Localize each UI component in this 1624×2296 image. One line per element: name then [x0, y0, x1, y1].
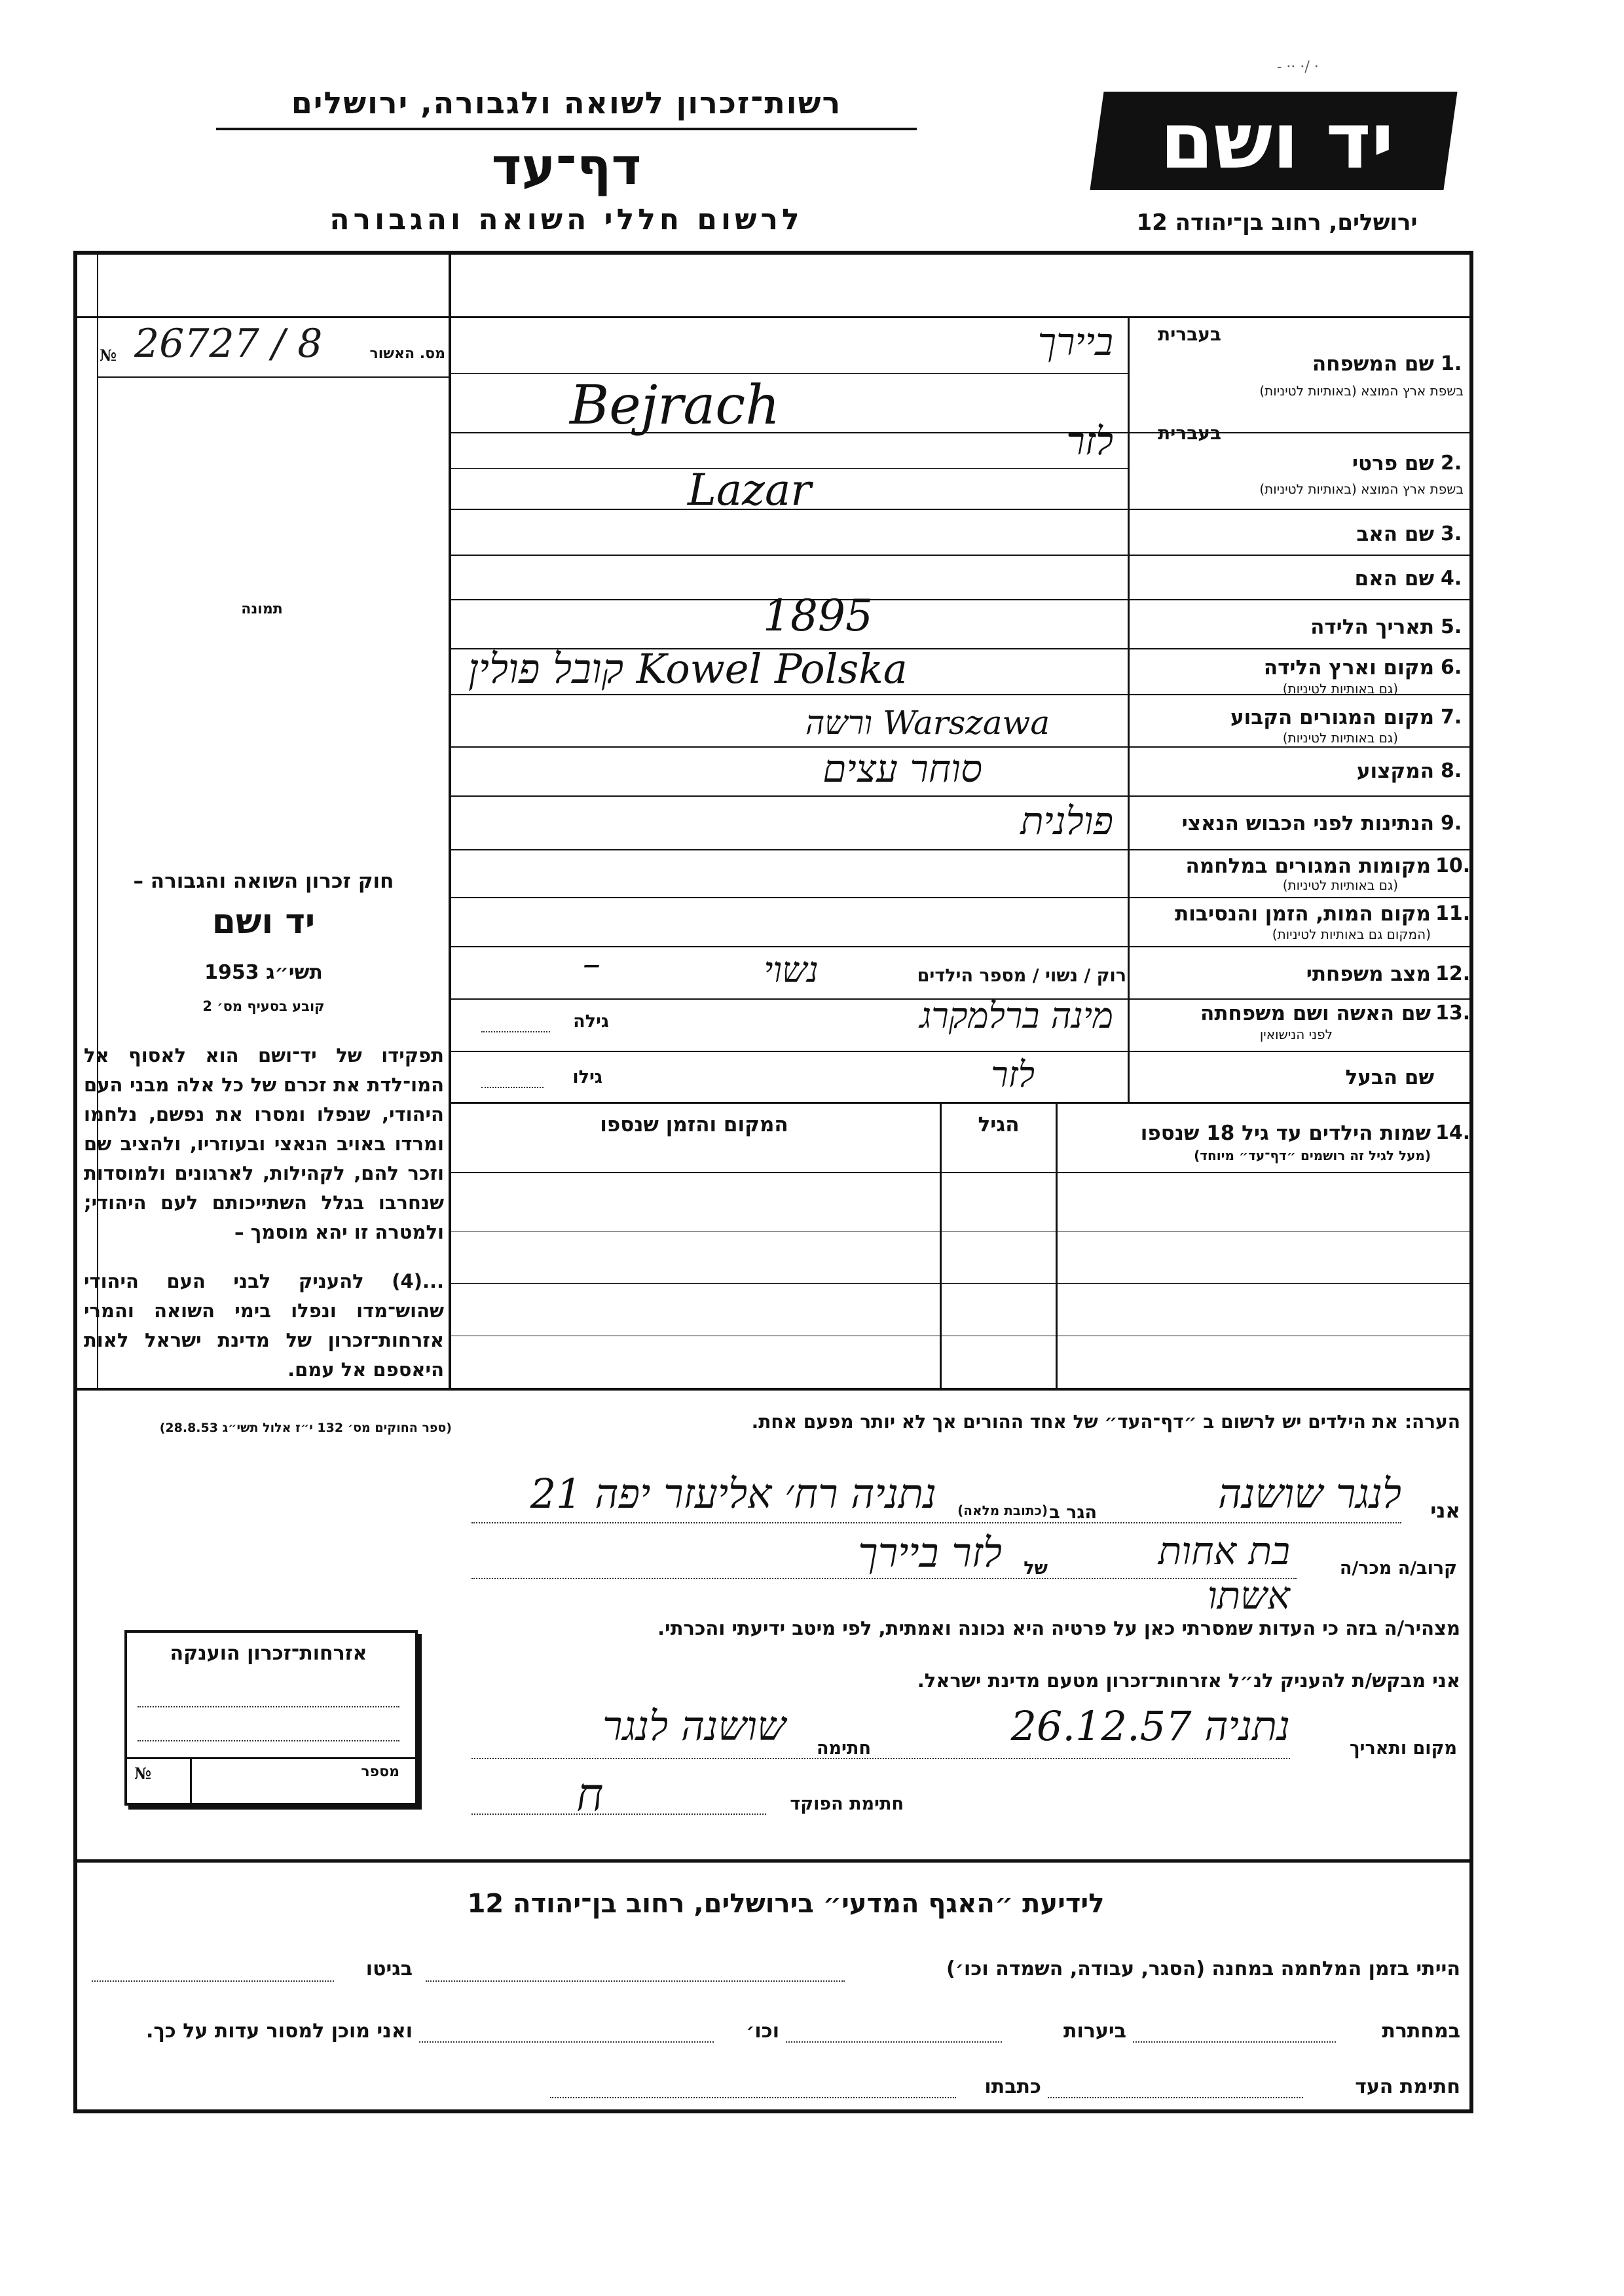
row13-number: 13.	[1435, 1002, 1471, 1025]
declaration-request: אני מבקש/ת להעניק לנ״ל אזרחות־זכרון מטעם מדינת ישראל.	[917, 1669, 1460, 1692]
law-year: תשי״ג 1953	[204, 961, 323, 984]
footer-camp-label: הייתי בזמן המלחמה במחנה (הסגר, עבודה, השמדה וכו׳)	[946, 1958, 1460, 1980]
officer-signature: ח	[576, 1768, 604, 1821]
row6-label: מקום וארץ הלידה	[1263, 656, 1434, 680]
row8-number: 8.	[1441, 759, 1462, 782]
approval-no-symbol: №	[100, 346, 117, 365]
footer-signature-label: חתימת העד	[1355, 2075, 1460, 2098]
law-source: (ספר החוקים מס׳ 132 י״ז אלול תשי״ג 28.8.53)	[159, 1421, 452, 1435]
relation-value: בת אחות אשתו	[1158, 1529, 1290, 1618]
law-paragraph-2: ...(4) להעניק לבני העם היהודי שהוש־מדו ונפלו בימי השואה והמרי אזרחות־זכרון של מדינת ישראל לאות היאספם אל עמם.	[84, 1270, 444, 1381]
children-place-header: המקום והזמן שנספו	[600, 1113, 788, 1137]
row1-number: 1.	[1441, 352, 1462, 375]
children-count: –	[583, 943, 600, 984]
officer-label: חתימת הפוקד	[790, 1794, 904, 1814]
row8-label: המקצוע	[1356, 759, 1434, 783]
row1-label: שם המשפחה	[1312, 352, 1434, 376]
corner-mark: - ·· ·/ ·	[1277, 59, 1319, 75]
firstname-latin: Lazar	[688, 465, 811, 515]
signature: שושנה לנגר	[602, 1702, 786, 1750]
approval-number: 26727 / 8	[134, 321, 323, 367]
footer-ghetto-label: בגיטו	[365, 1958, 413, 1980]
footer-etc-label: וכו׳	[746, 2020, 779, 2043]
address-label: (כתובת מלאה)	[957, 1503, 1048, 1518]
profession: סוחר עצים	[822, 746, 982, 791]
row1-sub: בשפת ארץ המוצא (באותיות לטיניות)	[1259, 383, 1464, 399]
row1-hebrew-tag: בעברית	[1157, 323, 1221, 345]
footer-testify-label: ואני מוכן למסור עדות על כך.	[146, 2020, 413, 2043]
footer-address-label: כתבתו	[984, 2075, 1041, 2098]
approval-label: מס. האשור	[369, 346, 445, 362]
row13-label: שם האשה ושם משפחתה	[1200, 1002, 1431, 1025]
marital-prompt: רוק / נשוי / מספר הילדים	[917, 966, 1126, 986]
row11-sub: (המקום גם באותיות לטיניות)	[1272, 926, 1431, 942]
marital-status: נשוי	[764, 949, 819, 991]
row4-number: 4.	[1441, 567, 1462, 590]
law-clause: קובע בסעיף מס׳ 2	[202, 998, 325, 1014]
husband-age-label: גילו	[572, 1067, 602, 1087]
husband-label: שם הבעל	[1345, 1066, 1434, 1089]
firstname-hebrew: לזר	[1066, 419, 1113, 464]
row14-number: 14.	[1435, 1121, 1471, 1144]
children-names-header: שמות הילדים עד גיל 18 שנספו	[1140, 1121, 1431, 1145]
citizenship: פולנית	[1020, 799, 1113, 843]
row11-number: 11.	[1435, 902, 1471, 925]
note: הערה: את הילדים יש לרשום ב ״דף־העד״ של אחד ההורים אך לא יותר מפעם אחת.	[751, 1411, 1460, 1432]
form-title: דף־עד	[491, 137, 642, 196]
row2-sub: בשפת ארץ המוצא (באותיות לטיניות)	[1259, 481, 1464, 497]
row7-label: מקום המגורים הקבוע	[1230, 706, 1434, 729]
row9-number: 9.	[1441, 812, 1462, 835]
birth-date: 1895	[763, 591, 873, 641]
yad-vashem-logo: יד ושם	[1160, 96, 1394, 186]
husband-name: לזר	[991, 1054, 1035, 1095]
citizenship-number-label: מספר	[361, 1764, 399, 1780]
law-title: חוק זכרון השואה והגבורה –	[133, 869, 394, 893]
declarant-name: לנגר שושנה	[1218, 1470, 1401, 1518]
row5-number: 5.	[1441, 615, 1462, 638]
ani-label: אני	[1430, 1499, 1460, 1523]
wife-name: מינה ברלמקרג	[919, 995, 1113, 1036]
footer-title: לידיעת ״האגף המדעי״ בירושלים, רחוב בן־יהודה 12	[467, 1889, 1105, 1919]
surname-hebrew: ביירך	[1037, 319, 1113, 364]
row2-label: שם פרטי	[1352, 452, 1434, 475]
citizenship-title: אזרחות־זכרון הוענקה	[170, 1642, 367, 1665]
of-value: לזר ביירך	[858, 1529, 1002, 1576]
row13-sub: לפני הנישואין	[1259, 1027, 1333, 1042]
photo-label: תמונה	[241, 601, 283, 617]
place-date: נתניה 26.12.57	[1010, 1702, 1290, 1750]
row6-sub: (גם באותיות לטיניות)	[1282, 681, 1398, 697]
footer-underground-label: במחתרת	[1382, 2020, 1460, 2043]
relation-label: קרוב/ה מכר/ה	[1339, 1558, 1457, 1578]
row10-sub: (גם באותיות לטיניות)	[1282, 877, 1398, 893]
children-age-header: הגיל	[978, 1113, 1020, 1137]
resides-label: הגר ב	[1049, 1503, 1097, 1523]
row7-sub: (גם באותיות לטיניות)	[1282, 730, 1398, 746]
wife-age-label: גילה	[573, 1011, 609, 1032]
signature-label: חתימה	[816, 1738, 871, 1758]
place-date-label: מקום ותאריך	[1349, 1738, 1457, 1758]
row3-number: 3.	[1441, 522, 1462, 545]
surname-latin: Bejrach	[570, 374, 781, 437]
law-paragraph-1: תפקידו של יד־ושם הוא לאסוף אל המו־לדת את זכרם של כל אלה מבני העם היהודי, שנפלו ומסרו את נפשם, נלחמו ומרדו באויב הנאצי ובעוזריו, ולהציב שם וזכר להם, לקהילות, לארגונים ולמוסדות שנחרבו בגלל השתייכותם לעם היהודי; ולמטרה זו יהא מוסמך –	[84, 1044, 444, 1243]
citizenship-no-symbol: №	[134, 1764, 152, 1783]
declaration-statement: מצהיר/ה בזה כי העדות שמסרתי כאן על פרטיה היא נכונה ואמתית, לפי מיטב ידיעתי והכרתי.	[657, 1617, 1460, 1639]
row10-label: מקומות המגורים במלחמה	[1185, 854, 1431, 878]
form-subtitle: לרשום חללי השואה והגבורה	[329, 203, 803, 236]
row12-label: מצב משפחתי	[1306, 962, 1431, 986]
authority-title: רשות־זכרון לשואה ולגבורה, ירושלים	[291, 85, 842, 120]
residence: ורשה Warszawa	[805, 704, 1050, 742]
row2-hebrew-tag: בעברית	[1157, 422, 1221, 444]
row3-label: שם האב	[1356, 522, 1434, 546]
row11-label: מקום המות, הזמן והנסיבות	[1175, 902, 1431, 926]
row7-number: 7.	[1441, 706, 1462, 729]
children-names-sub: (מעל לגיל זה רושמים ״דף־עד״ מיוחד)	[1194, 1148, 1431, 1163]
footer-forests-label: ביערות	[1063, 2020, 1126, 2043]
row4-label: שם האם	[1354, 567, 1434, 591]
address: ירושלים, רחוב בן־יהודה 12	[1136, 210, 1418, 236]
row2-number: 2.	[1441, 452, 1462, 475]
row12-number: 12.	[1435, 962, 1471, 985]
row6-number: 6.	[1441, 656, 1462, 679]
of-label: של	[1024, 1558, 1048, 1578]
row9-label: הנתינות לפני הכבוש הנאצי	[1181, 812, 1434, 835]
row5-label: תאריך הלידה	[1310, 615, 1434, 639]
row10-number: 10.	[1435, 854, 1471, 877]
law-name: יד ושם	[212, 902, 316, 941]
birth-place: קובל פולין Kowel Polska	[468, 645, 908, 693]
declarant-address: נתניה רח׳ אליעזר יפה 21	[530, 1470, 936, 1518]
